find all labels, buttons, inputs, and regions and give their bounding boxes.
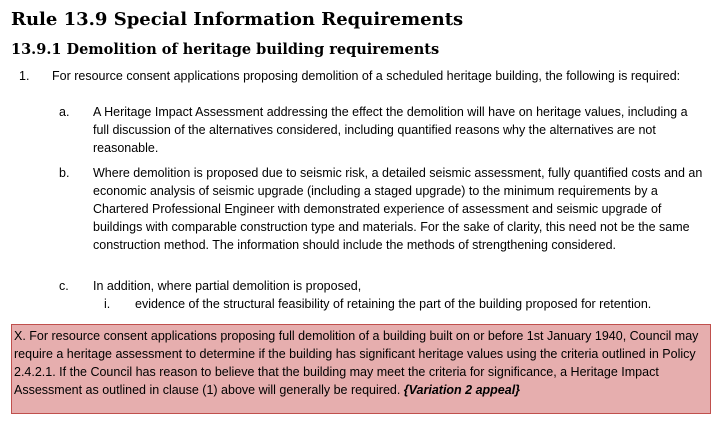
item-c-number: c. <box>59 279 69 293</box>
variation-paragraph <box>14 327 708 399</box>
item-i-number: i. <box>104 297 111 311</box>
variation-tag: {Variation 2 appeal} <box>403 383 521 397</box>
item-a-text: A Heritage Impact Assessment addressing the effect the demolition will have on heritage values, including a full discussion of the alternatives considered, including quantified reasons why the alternatives are not reasonable. <box>93 105 688 155</box>
item-1-number: 1. <box>19 69 30 83</box>
item-b-number: b. <box>59 166 70 180</box>
item-b-text: Where demolition is proposed due to seismic risk, a detailed seismic assessment, fully quantified costs and an economic analysis of seismic upgrade (including a staged upgrade) to the minimum requirements by a Chartered Professional Engineer with demonstrated experience of assessment and seismic upgrade of buildings with comparable construction type and materials. For the sake of clarity, this need not be the same construction method. The information should include the methods of strengthening considered. <box>93 166 703 252</box>
variation-highlight-box <box>11 324 711 414</box>
section-title: 13.9.1 Demolition of heritage building requirements <box>11 41 440 58</box>
item-c-text: In addition, where partial demolition is proposed, <box>93 279 362 293</box>
item-1-text: For resource consent applications proposing demolition of a scheduled heritage building, the following is required: <box>52 69 681 83</box>
item-a-number: a. <box>59 105 70 119</box>
variation-text: X. For resource consent applications proposing full demolition of a building built on or before 1st January 1940, Council may require a heritage assessment to determine if the building has significant heritage values using the criteria outlined in Policy 2.4.2.1. If the Council has reason to believe that the building may meet the criteria for significance, a Heritage Impact Assessment as outlined in clause (1) above will generally be required. <box>14 329 699 397</box>
item-i-text: evidence of the structural feasibility of retaining the part of the building proposed for retention. <box>135 297 652 311</box>
rule-title: Rule 13.9 Special Information Requirements <box>11 9 464 30</box>
